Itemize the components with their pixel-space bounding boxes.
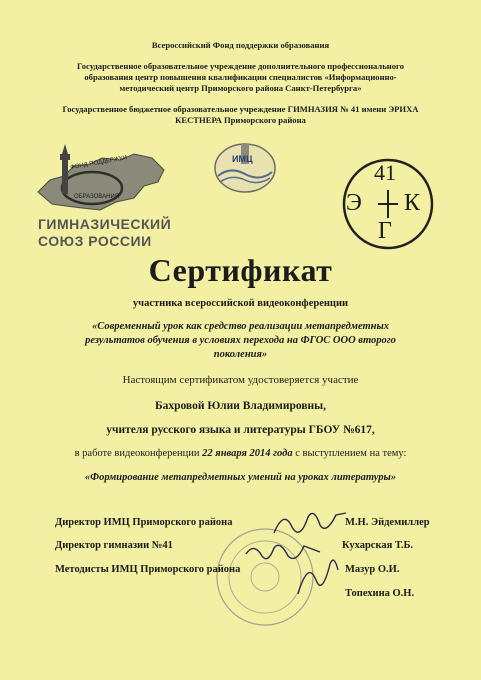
signatory-role-2: Директор гимназии №41 [55, 540, 173, 551]
certificate-title: Сертификат [148, 252, 333, 288]
imc-logo [210, 138, 280, 200]
signature-methodist-icon [292, 550, 342, 600]
participant-name: Бахровой Юлии Владимировны, [154, 400, 327, 412]
date-prefix: в работе видеоконференции [74, 448, 203, 459]
signatory-name-2: Кухарская Т.Б. [342, 540, 414, 551]
emblem-letter-e: Э [346, 190, 362, 216]
header-gymnasium-line1: Государственное бюджетное образовательное учреждение ГИМНАЗИЯ № 41 имени ЭРИХА [62, 104, 419, 114]
confirm-text: Настоящим сертификатом удостоверяется участие [122, 374, 359, 386]
header-gymnasium-line2: КЕСТНЕРА Приморского района [175, 115, 306, 125]
participant-position: учителя русского языка и литературы ГБОУ №617, [106, 424, 375, 436]
header-imc-line3: методический центр Приморского района Санкт-Петербурга» [119, 83, 362, 93]
emblem-number: 41 [374, 160, 396, 185]
logo-ring-top: ФОНД ПОДДЕРЖКИ [69, 155, 128, 171]
emblem-letter-g: Г [378, 218, 392, 244]
logo-left-line2: СОЮЗ РОССИИ [38, 233, 152, 249]
logo-ring-bottom: ОБРАЗОВАНИЯ [74, 194, 120, 200]
signatory-role-1: Директор ИМЦ Приморского района [55, 517, 233, 528]
signatory-name-3: Мазур О.И. [345, 564, 400, 575]
header-imc-line2: образования центр повышения квалификации специалистов «Информационно- [84, 72, 397, 82]
signatory-name-1: М.Н. Эйдемиллер [345, 517, 430, 528]
imc-logo-text: ИМЦ [232, 154, 253, 164]
topic-line1: «Современный урок как средство реализации метапредметных [92, 321, 389, 332]
emblem-letter-k: К [404, 190, 421, 216]
logo-left-line1: ГИМНАЗИЧЕСКИЙ [38, 216, 172, 232]
signature-director-imc-icon [270, 505, 350, 541]
conference-date: 22 января 2014 года [202, 448, 293, 459]
speech-topic: «Формирование метапредметных умений на уроках литературы» [84, 472, 397, 483]
imc-emblem-icon [210, 138, 280, 200]
gymnasium-41-emblem [340, 156, 436, 252]
topic-line3: поколения» [213, 349, 268, 360]
gymnasium-union-logo [30, 140, 170, 250]
signatory-name-4: Топехина О.Н. [345, 588, 415, 599]
certificate-subtitle: участника всероссийской видеоконференции [132, 298, 349, 309]
date-line [0, 448, 481, 459]
signatory-role-3: Методисты ИМЦ Приморского района [55, 564, 241, 575]
topic-line2: результатов обучения в условиях перехода на ФГОС ООО второго [85, 335, 396, 346]
date-suffix: с выступлением на тему: [292, 448, 407, 459]
header-imc-line1: Государственное образовательное учреждение дополнительного профессионального [76, 61, 404, 71]
header-foundation: Всероссийский Фонд поддержки образования [151, 40, 330, 50]
